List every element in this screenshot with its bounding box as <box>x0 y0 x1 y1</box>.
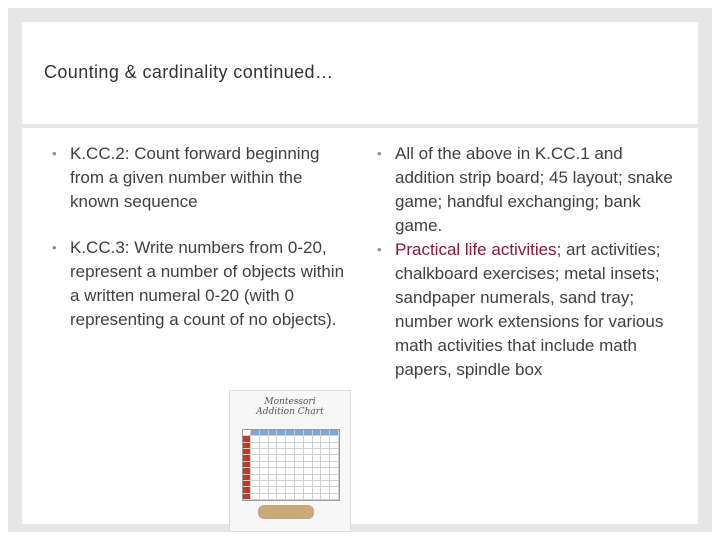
bullet-dot-icon: • <box>377 242 382 257</box>
logo-icon <box>258 505 314 519</box>
bullet-item <box>377 238 677 382</box>
chart-cell <box>269 494 278 500</box>
chart-cell <box>313 494 322 500</box>
chart-cell <box>295 494 304 500</box>
addition-chart-grid <box>242 429 340 501</box>
bullet-item <box>52 236 352 332</box>
chart-title-line1: Montessori <box>264 397 316 407</box>
chart-cell <box>243 494 251 500</box>
bullet-item <box>52 142 352 214</box>
chart-cell <box>304 494 313 500</box>
bullet-text: K.CC.3: Write numbers from 0-20, represent a number of objects within a written numeral 0-20 (with 0 representing a count of no objects). <box>70 238 345 329</box>
right-column <box>377 142 677 382</box>
chart-cell <box>260 494 269 500</box>
bullet-dot-icon: • <box>52 240 57 255</box>
chart-cell <box>277 494 286 500</box>
bullet-dot-icon: • <box>52 146 57 161</box>
practical-life-link[interactable]: Practical life activities <box>395 240 557 259</box>
left-column <box>52 142 352 354</box>
chart-cell <box>330 494 339 500</box>
addition-chart-title <box>230 397 350 417</box>
bullet-text: K.CC.2: Count forward beginning from a given number within the known sequence <box>70 144 320 211</box>
bullet-item <box>377 142 677 238</box>
addition-chart-image <box>229 390 351 532</box>
chart-cell <box>321 494 330 500</box>
chart-cell <box>286 494 295 500</box>
bullet-text: ; art activities; chalkboard exercises; metal insets; sandpaper numerals, sand tray; number work extensions for various math activities that include math papers, spindle box <box>395 240 664 379</box>
chart-cell <box>251 494 260 500</box>
slide-content <box>22 128 698 524</box>
bullet-dot-icon: • <box>377 146 382 161</box>
bullet-text: All of the above in K.CC.1 and addition strip board; 45 layout; snake game; handful exchanging; bank game. <box>395 144 673 235</box>
chart-title-line2: Addition Chart <box>256 407 324 417</box>
title-box <box>22 22 698 124</box>
slide-title: Counting & cardinality continued… <box>44 62 334 82</box>
